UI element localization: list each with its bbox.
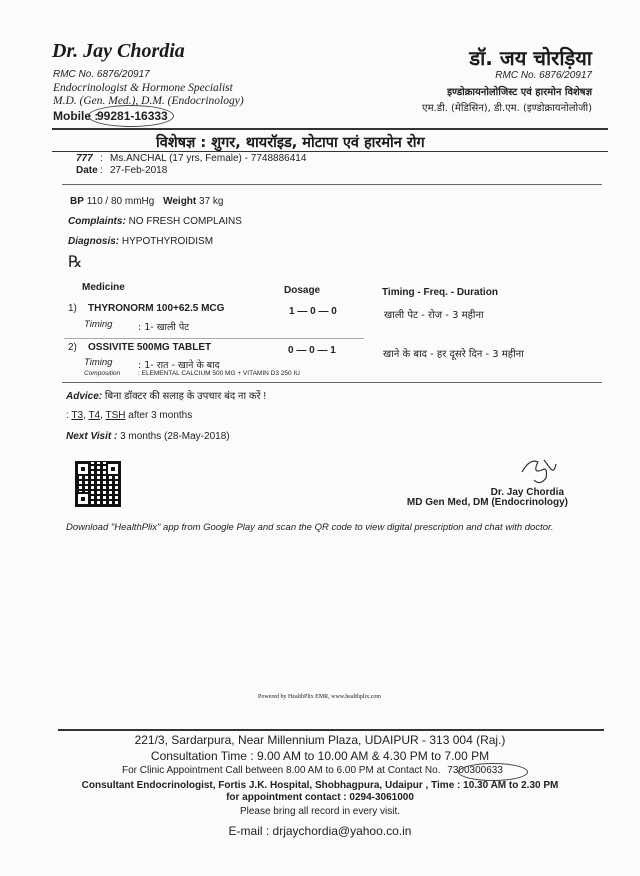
signature-scribble-icon (516, 452, 560, 486)
pen-circle-mark (458, 763, 528, 781)
test-t3: T3 (71, 410, 84, 421)
patient-rule (62, 184, 602, 185)
timing-label: Timing (84, 319, 113, 330)
patient-id: 777 (76, 153, 93, 164)
qr-code-icon[interactable] (76, 462, 120, 506)
footer-fortis-contact: for appointment contact : 0294-3061000 (226, 792, 414, 803)
signature-name: Dr. Jay Chordia (490, 487, 564, 498)
table-header-timing: Timing - Freq. - Duration (382, 287, 498, 298)
timing-value: : 1- खाली पेट (138, 322, 190, 333)
complaints-value: NO FRESH COMPLAINS (128, 216, 242, 227)
timing-label: Timing (84, 357, 113, 368)
diagnosis-label: Diagnosis: (68, 236, 120, 247)
test-tsh: TSH (105, 410, 126, 421)
footer-records: Please bring all record in every visit. (239, 806, 401, 817)
date-label: Date (76, 165, 98, 176)
powered-by: Powered by HealthPlix EMR, www.healthplix.com (258, 694, 382, 700)
footer-fortis-line: Consultant Endocrinologist, Fortis J.K. Hospital, Shobhagpura, Udaipur , Time : 10.30 AM to 2.30 PM (81, 780, 559, 791)
next-visit-label: Next Visit : (66, 431, 118, 442)
footer-email[interactable]: E-mail : drjaychordia@yahoo.co.in (228, 824, 412, 838)
specialty-hi: इण्डोक्रायनोलोजिस्ट एवं हारमोन विशेषज्ञ (447, 87, 592, 98)
diagnosis-value: HYPOTHYROIDISM (121, 236, 214, 247)
medicine-frequency: खाने के बाद - हर दूसरे दिन - 3 महीना (383, 349, 524, 360)
rmc-number-left: RMC No. 6876/20917 (53, 69, 150, 80)
prescription-page: Dr. Jay Chordia RMC No. 6876/20917 Endocrinologist & Hormone Specialist M.D. (Gen. Med.), D.M. (Endocrinology) Mobile : 99281-16333 डॉ. जय चोरड़िया RMC No. 6876/20917 इण्डोक्रायनोलोजिस्ट एवं हारमोन विशेषज्ञ एम.डी. (मेडिसिन), डी.एम. (इण्डोक्रायनोलोजी) विशेषज्ञ : शुगर, थायरॉइड, मोटापा एवं हारमोन रोग 777 : Ms.ANCHAL (17 yrs, Female) - 7748886414 Date : 27-Feb-2018 BP 110 / 80 mmHg Weight 37 kg Complaints: NO FRESH COMPLAINS Diagnosis: HYPOTHYROIDISM ℞ Medicine Dosage Timing - Freq. - Duration 1) THYRONORM 100+62.5 MCG 1 — 0 — 0 खाली पेट - रोज - 3 महीना Timing : 1- खाली पेट 2) OSSIVITE 500MG TABLET 0 — 0 — 1 खाने के बाद - हर दूसरे दिन - 3 महीना Timing : 1- रात - खाने के बाद Composition : ELEMENTAL CALCIUM 500 MG + VITAMIN D3 250 IU Advice: बिना डॉक्टर की सलाह के उपचार बंद ना करें ! : T3, T4, TSH after 3 months Next Visit : 3 months (28-May-2018) Dr. Jay Chordia MD Gen Med, DM (Endocrinology) Download "HealthPlix" app from Google Play and scan the QR code to view digital prescription and chat with doctor. Powered by HealthPlix EMR, www.healthplix.com 221/3, Sardarpura, Near Millennium Plaza, UDAIPUR - 313 004 (Raj.) Consultation Time : 9.00 AM to 10.00 AM & 4.30 PM to 7.00 PM For Clinic Appointment Call between 8.00 AM to 6.00 PM at Contact No. 7300300633 Consultant Endocrinologist, Fortis J.K. Hospital, Shobhagpura, Udaipur , Time : 10.30 AM to 2.30 PM for appointment contact : 0294-3061000 Please bring all record in every visit. E-mail : drjaychordia@yahoo.co.in (0, 0, 640, 876)
doctor-name-en: Dr. Jay Chordia (52, 40, 185, 62)
mobile-number[interactable]: 99281-16333 (97, 109, 168, 123)
medicine-dosage: 0 — 0 — 1 (288, 345, 336, 356)
medicine-dosage: 1 — 0 — 0 (289, 306, 337, 317)
rmc-number-right: RMC No. 6876/20917 (495, 70, 592, 81)
footer-appointment: For Clinic Appointment Call between 8.00 AM to 6.00 PM at Contact No. (122, 765, 441, 776)
specialty-banner-hi: विशेषज्ञ : शुगर, थायरॉइड, मोटापा एवं हारमोन रोग (156, 135, 425, 151)
signature-degree: MD Gen Med, DM (Endocrinology) (406, 497, 568, 508)
advice-value: बिना डॉक्टर की सलाह के उपचार बंद ना करें ! (104, 391, 267, 402)
degrees-en: M.D. (Gen. Med.), D.M. (Endocrinology) (53, 95, 244, 107)
table-rule (62, 382, 602, 383)
table-header-dosage: Dosage (284, 285, 321, 296)
advice-label: Advice: (66, 391, 103, 402)
composition-value: : ELEMENTAL CALCIUM 500 MG + VITAMIN D3 250 IU (138, 370, 300, 377)
row-divider (64, 338, 364, 339)
row-number: 1) (68, 303, 77, 314)
degrees-hi: एम.डी. (मेडिसिन), डी.एम. (इण्डोक्रायनोलोजी) (422, 103, 592, 114)
doctor-name-hi: डॉ. जय चोरड़िया (469, 46, 592, 70)
date-value: 27-Feb-2018 (110, 165, 168, 176)
bp-label: BP (70, 196, 84, 207)
medicine-frequency: खाली पेट - रोज - 3 महीना (384, 310, 484, 321)
footer-consult-time: Consultation Time : 9.00 AM to 10.00 AM & 4.30 PM to 7.00 PM (150, 749, 490, 763)
bp-value: 110 / 80 mmHg (86, 196, 155, 207)
appointment-number[interactable]: 7300300633 (447, 765, 503, 776)
row-number: 2) (68, 342, 77, 353)
specialty-en: Endocrinologist & Hormone Specialist (53, 82, 233, 94)
footer-address: 221/3, Sardarpura, Near Millennium Plaza, UDAIPUR - 313 004 (Raj.) (134, 733, 506, 747)
rx-symbol-icon: ℞ (68, 254, 83, 271)
header-rule-bottom (52, 151, 608, 152)
header-rule-top (52, 128, 608, 130)
medicine-name: THYRONORM 100+62.5 MCG (88, 303, 225, 314)
tests-line: : T3, T4, TSH after 3 months (66, 410, 193, 421)
weight-label: Weight (163, 196, 197, 207)
pen-circle-mark (88, 105, 174, 127)
patient-name-line: Ms.ANCHAL (17 yrs, Female) - 7748886414 (110, 153, 307, 164)
timing-value: : 1- रात - खाने के बाद (138, 360, 220, 371)
tests-suffix: after 3 months (128, 410, 193, 421)
download-note: Download "HealthPlix" app from Google Play and scan the QR code to view digital prescription and chat with doctor. (66, 522, 554, 533)
composition-label: Composition (84, 370, 121, 377)
table-header-medicine: Medicine (82, 282, 125, 293)
footer-rule (58, 729, 604, 731)
mobile-label: Mobile : (53, 109, 99, 123)
weight-value: 37 kg (199, 196, 224, 207)
complaints-label: Complaints: (68, 216, 126, 227)
test-t4: T4 (88, 410, 101, 421)
next-visit-value: 3 months (28-May-2018) (120, 431, 230, 442)
medicine-name: OSSIVITE 500MG TABLET (88, 342, 212, 353)
